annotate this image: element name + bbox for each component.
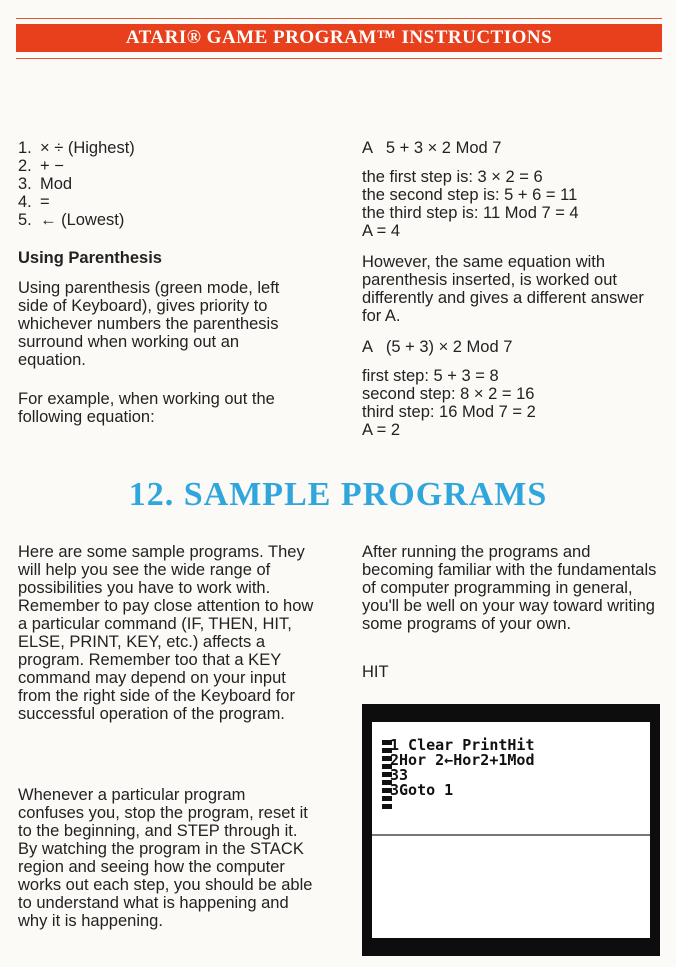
parenthesis-paragraph: Using parenthesis (green mode, left side of Keyboard), gives priority to whichever numbers the parenthesis surround when working out an equation.	[18, 279, 280, 369]
step-advice-paragraph: Whenever a particular program confuses you, stop the program, reset it to the beginning, and STEP through it. By watching the program in the STACK region and seeing how the computer works out each step, you should be able to understand what is happening and why it is happening.	[18, 786, 313, 930]
program-name: HIT	[362, 663, 389, 681]
programming-outro: After running the programs and becoming familiar with the fundamentals of computer programming in general, you'll be well on your way toward writing some programs of your own.	[362, 543, 657, 633]
parenthesis-heading: Using Parenthesis	[18, 249, 162, 267]
list-item: 2. + −	[18, 157, 64, 175]
header-rule-top	[16, 18, 662, 19]
parenthesis-explanation: However, the same equation with parenthesis inserted, is worked out differently and gives a different answer for A.	[362, 253, 644, 325]
example-paragraph: For example, when working out the following equation:	[18, 390, 275, 426]
program-listing: 1 Clear PrintHit 2Hor 2←Hor2+1Mod 33 3Goto 1	[390, 736, 535, 799]
list-item: 5. ← (Lowest)	[18, 211, 125, 229]
header-rule-bottom	[16, 58, 662, 59]
tv-screen	[362, 704, 660, 956]
steps-2: first step: 5 + 3 = 8 second step: 8 × 2 = 16 third step: 16 Mod 7 = 2 A = 2	[362, 367, 536, 439]
header-banner: ATARI® GAME PROGRAM™ INSTRUCTIONS	[16, 24, 662, 52]
precedence-list	[18, 139, 318, 229]
steps-1: the first step is: 3 × 2 = 6 the second step is: 5 + 6 = 11 the third step is: 11 Mod 7 = 4 A = 4	[362, 168, 579, 240]
line-marker	[382, 804, 392, 809]
stack-divider	[372, 834, 650, 836]
sample-programs-intro: Here are some sample programs. They will help you see the wide range of possibilities you have to work with. Remember to pay close attention to how a particular command (IF, THEN, HIT, ELSE, PRINT, KEY, etc.) affects a program. Remember too that a KEY command may depend on your input from the right side of the Keyboard for successful operation of the program.	[18, 543, 314, 723]
list-item: 3. Mod	[18, 175, 73, 193]
screen-display	[372, 722, 650, 938]
equation-2: A (5 + 3) × 2 Mod 7	[362, 338, 513, 356]
section-title: 12. SAMPLE PROGRAMS	[128, 476, 548, 513]
list-item: 4. =	[18, 193, 50, 211]
list-item: 1. × ÷ (Highest)	[18, 139, 135, 157]
equation-1: A 5 + 3 × 2 Mod 7	[362, 139, 502, 157]
